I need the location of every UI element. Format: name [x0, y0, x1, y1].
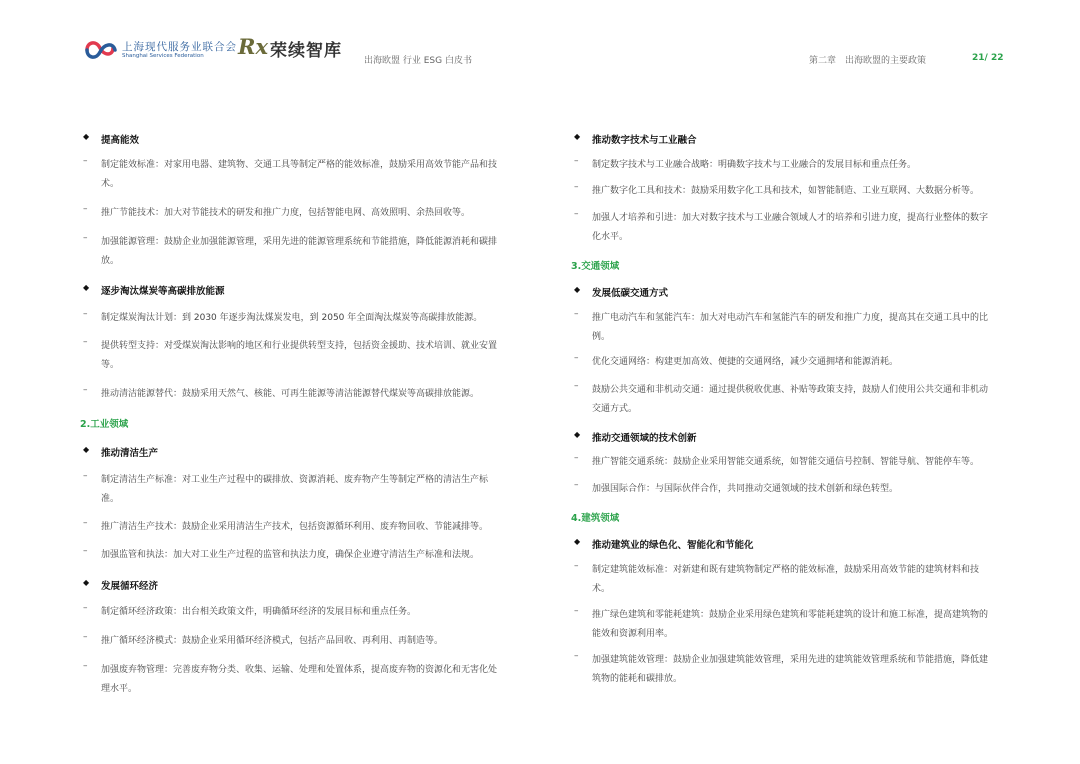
- dash-icon: –: [83, 204, 88, 214]
- rongxu-name: 荣续智库: [270, 41, 342, 61]
- list-item-text: 制定能效标准：对家用电器、建筑物、交通工具等制定严格的能效标准，鼓励采用高效节能产品和技术。: [101, 160, 498, 189]
- diamond-bullet-icon: ◆: [83, 132, 90, 141]
- list-item-text: 制定数字技术与工业融合战略：明确数字技术与工业融合的发展目标和重点任务。: [592, 160, 917, 170]
- diamond-bullet-icon: ◆: [83, 283, 90, 292]
- diamond-bullet-icon: ◆: [574, 132, 581, 141]
- list-item-text: 加强废弃物管理：完善废弃物分类、收集、运输、处理和处置体系，提高废弃物的资源化和无害化处理水平。: [101, 665, 498, 694]
- dash-icon: –: [83, 632, 88, 642]
- dash-icon: –: [83, 385, 88, 395]
- section-heading: 2.工业领域: [80, 419, 129, 430]
- list-item-text: 加强能源管理：鼓励企业加强能源管理，采用先进的能源管理系统和节能措施，降低能源消耗和碳排放。: [101, 237, 498, 266]
- list-item-text: 推动清洁能源替代：鼓励采用天然气、核能、可再生能源等清洁能源替代煤炭等高碳排放能源。: [101, 389, 480, 399]
- list-item-text: 推广循环经济模式：鼓励企业采用循环经济模式，包括产品回收、再利用、再制造等。: [101, 636, 444, 646]
- bullet-heading-text: 推动清洁生产: [101, 448, 159, 459]
- dash-icon: –: [574, 381, 579, 391]
- bullet-heading-text: 推动交通领域的技术创新: [592, 433, 697, 444]
- dash-icon: –: [574, 353, 579, 363]
- dash-icon: –: [574, 309, 579, 319]
- bullet-heading-text: 推动建筑业的绿色化、智能化和节能化: [592, 540, 754, 551]
- dash-icon: –: [574, 480, 579, 490]
- diamond-bullet-icon: ◆: [574, 285, 581, 294]
- diamond-bullet-icon: ◆: [83, 445, 90, 454]
- diamond-bullet-icon: ◆: [574, 537, 581, 546]
- page-number: 21/ 22: [972, 53, 1004, 63]
- rongxu-logo: [238, 34, 358, 62]
- list-item-text: 制定煤炭淘汰计划：到 2030 年逐步淘汰煤炭发电，到 2050 年全面淘汰煤炭等高碳排放能源。: [101, 313, 483, 323]
- dash-icon: –: [574, 182, 579, 192]
- bullet-heading-text: 提高能效: [101, 135, 140, 146]
- dash-icon: –: [574, 453, 579, 463]
- federation-name-cn: 上海现代服务业联合会: [122, 41, 237, 53]
- dash-icon: –: [83, 337, 88, 347]
- bullet-heading-text: 发展低碳交通方式: [592, 288, 669, 299]
- dash-icon: –: [83, 309, 88, 319]
- list-item-text: 提供转型支持：对受煤炭淘汰影响的地区和行业提供转型支持，包括资金援助、技术培训、就业安置等。: [101, 341, 498, 370]
- dash-icon: –: [83, 233, 88, 243]
- list-item-text: 推广数字化工具和技术：鼓励采用数字化工具和技术，如智能制造、工业互联网、大数据分析等。: [592, 186, 980, 196]
- federation-logo-icon: [84, 36, 118, 64]
- list-item-text: 加强人才培养和引进：加大对数字技术与工业融合领域人才的培养和引进力度，提高行业整体的数字化水平。: [592, 213, 989, 242]
- list-item-text: 推广节能技术：加大对节能技术的研发和推广力度，包括智能电网、高效照明、余热回收等。: [101, 208, 471, 218]
- dash-icon: –: [83, 546, 88, 556]
- dash-icon: –: [574, 606, 579, 616]
- diamond-bullet-icon: ◆: [574, 430, 581, 439]
- federation-name-en: Shanghai Services Federation: [122, 53, 204, 59]
- dash-icon: –: [83, 603, 88, 613]
- chapter-title: 第二章 出海欧盟的主要政策: [809, 56, 927, 66]
- list-item-text: 加强建筑能效管理：鼓励企业加强建筑能效管理，采用先进的建筑能效管理系统和节能措施，降低建筑物的能耗和碳排放。: [592, 655, 989, 684]
- federation-logo: [84, 36, 237, 64]
- list-item-text: 制定清洁生产标准：对工业生产过程中的碳排放、资源消耗、废弃物产生等制定严格的清洁生产标准。: [101, 475, 489, 504]
- list-item-text: 制定建筑能效标准：对新建和既有建筑物制定严格的能效标准，鼓励采用高效节能的建筑材料和技术。: [592, 565, 980, 594]
- list-item-text: 制定循环经济政策：出台相关政策文件，明确循环经济的发展目标和重点任务。: [101, 607, 417, 617]
- dash-icon: –: [574, 156, 579, 166]
- dash-icon: –: [83, 156, 88, 166]
- dash-icon: –: [83, 471, 88, 481]
- document-title: 出海欧盟 行业 ESG 白皮书: [364, 56, 472, 66]
- rongxu-mark: Rx: [238, 34, 268, 59]
- page-header: [0, 0, 1080, 80]
- list-item-text: 推广智能交通系统：鼓励企业采用智能交通系统，如智能交通信号控制、智能导航、智能停车等。: [592, 457, 980, 467]
- diamond-bullet-icon: ◆: [83, 578, 90, 587]
- bullet-heading-text: 发展循环经济: [101, 581, 159, 592]
- dash-icon: –: [83, 661, 88, 671]
- section-heading: 3.交通领域: [571, 261, 620, 272]
- list-item-text: 优化交通网络：构建更加高效、便捷的交通网络，减少交通拥堵和能源消耗。: [592, 357, 899, 367]
- list-item-text: 加强国际合作：与国际伙伴合作，共同推动交通领域的技术创新和绿色转型。: [592, 484, 899, 494]
- bullet-heading-text: 推动数字技术与工业融合: [592, 135, 697, 146]
- list-item-text: 鼓励公共交通和非机动交通：通过提供税收优惠、补贴等政策支持，鼓励人们使用公共交通和非机动交通方式。: [592, 385, 989, 414]
- dash-icon: –: [574, 561, 579, 571]
- list-item-text: 推广电动汽车和氢能汽车：加大对电动汽车和氢能汽车的研发和推广力度，提高其在交通工具中的比例。: [592, 313, 989, 342]
- list-item-text: 推广绿色建筑和零能耗建筑：鼓励企业采用绿色建筑和零能耗建筑的设计和施工标准，提高建筑物的能效和资源利用率。: [592, 610, 989, 639]
- bullet-heading-text: 逐步淘汰煤炭等高碳排放能源: [101, 286, 225, 297]
- list-item-text: 加强监管和执法：加大对工业生产过程的监管和执法力度，确保企业遵守清洁生产标准和法规。: [101, 550, 480, 560]
- dash-icon: –: [574, 651, 579, 661]
- dash-icon: –: [574, 209, 579, 219]
- list-item-text: 推广清洁生产技术：鼓励企业采用清洁生产技术，包括资源循环利用、废弃物回收、节能减排等。: [101, 522, 489, 532]
- dash-icon: –: [83, 518, 88, 528]
- section-heading: 4.建筑领域: [571, 513, 620, 524]
